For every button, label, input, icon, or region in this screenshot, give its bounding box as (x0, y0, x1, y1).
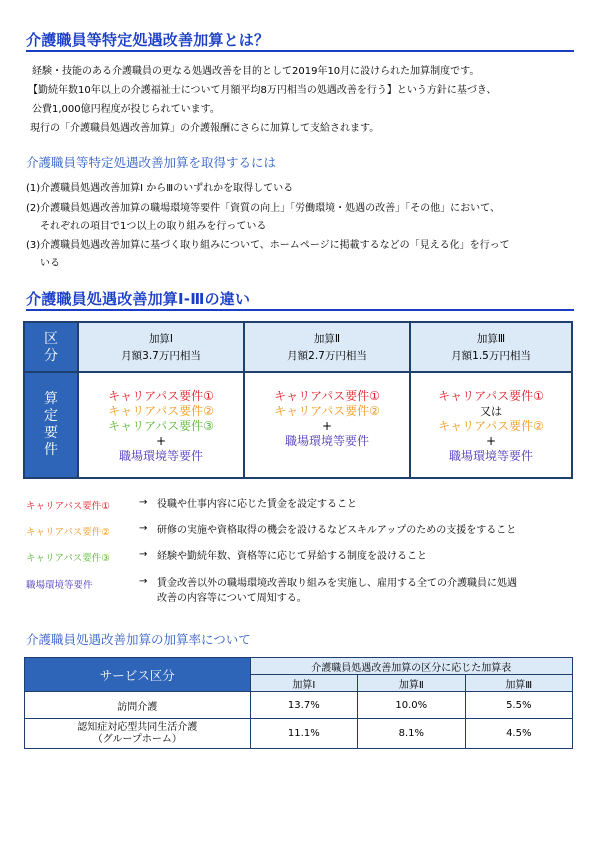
rate-value: 10.0% (358, 692, 465, 719)
legend-arrow-2: → (139, 523, 148, 534)
rate-value: 11.1% (250, 719, 357, 749)
table-row (25, 719, 573, 749)
intro-line-2: 【勤続年数10年以上の介護福祉士について月額平均8万円相当の処遇改善を行う】という方針に基づき、 (28, 85, 497, 96)
acquire-item-2a: (2)介護職員処遇改善加算の職場環境等要件「資質の向上」「労働環境・処遇の改善」「その他」において、 (26, 203, 500, 214)
kasan-3-requirements: キャリアパス要件① 又は キャリアパス要件② + 職場環境等要件 (438, 389, 544, 463)
rate-col-1: 加算Ⅰ (250, 675, 357, 692)
legend-name-4: 職場環境等要件 (26, 580, 93, 591)
col-kasan-1: 加算Ⅰ 月額3.7万円相当 (121, 333, 201, 362)
legend-desc-3: 経験や勤続年数、資格等に応じて昇給する制度を設けること (157, 551, 427, 562)
rate-value: 5.5% (465, 692, 572, 719)
acquire-item-3b: いる (40, 258, 60, 269)
legend-desc-2: 研修の実施や資格取得の機会を設けるなどスキルアップのための支援をすること (157, 525, 517, 536)
legend-name-3: キャリアパス要件③ (26, 553, 110, 564)
col-kasan-3: 加算Ⅲ 月額1.5万円相当 (451, 333, 531, 362)
rate-value: 4.5% (465, 719, 572, 749)
legend-arrow-3: → (139, 549, 148, 560)
rate-value: 8.1% (358, 719, 465, 749)
kasan-2-requirements: キャリアパス要件① キャリアパス要件② + 職場環境等要件 (274, 389, 380, 448)
kasan-1-requirements: キャリアパス要件① キャリアパス要件② キャリアパス要件③ + 職場環境等要件 (108, 389, 214, 463)
intro-line-3: 公費1,000億円程度が投じられています。 (32, 104, 220, 115)
service-name: 認知症対応型共同生活介護 （グループホーム） (25, 719, 251, 749)
diff-title: 介護職員処遇改善加算Ⅰ-Ⅲの違い (26, 290, 251, 308)
kubun-label: 区 分 (25, 323, 77, 373)
comparison-table (23, 321, 573, 479)
rate-heading: 介護職員処遇改善加算の加算率について (26, 632, 251, 647)
rate-col-3: 加算Ⅲ (465, 675, 572, 692)
service-name: 訪問介護 (25, 692, 251, 719)
legend-desc-4: 賃金改善以外の職場環境改善取り組みを実施し、雇用する全ての介護職員に処遇 改善の内容等について周知する。 (157, 578, 517, 604)
service-header: サービス区分 (25, 658, 251, 692)
rate-table (24, 657, 573, 749)
intro-line-1: 経験・技能のある介護職員の更なる処遇改善を目的として2019年10月に設けられた加算制度です。 (32, 66, 480, 77)
legend-name-2: キャリアパス要件② (26, 527, 110, 538)
page-title: 介護職員等特定処遇改善加算とは？ (26, 31, 270, 49)
acquire-item-2b: それぞれの項目で1つ以上の取り組みを行っている (40, 221, 267, 232)
acquire-item-1: (1)介護職員処遇改善加算Ⅰ からⅢのいずれかを取得している (26, 183, 294, 194)
table-row (25, 692, 573, 719)
title-underline (26, 50, 574, 52)
legend-name-1: キャリアパス要件① (26, 501, 110, 512)
legend-arrow-4: → (139, 576, 148, 587)
legend-arrow-1: → (139, 497, 148, 508)
intro-line-4: 現行の「介護職員処遇改善加算」の介護報酬にさらに加算して支給されます。 (30, 123, 380, 134)
legend-desc-1: 役職や仕事内容に応じた賃金を設定すること (157, 499, 357, 510)
rate-value: 13.7% (250, 692, 357, 719)
acquire-heading: 介護職員等特定処遇改善加算を取得するには (26, 155, 277, 170)
rate-table-title: 介護職員処遇改善加算の区分に応じた加算表 (250, 658, 572, 675)
col-kasan-2: 加算Ⅱ 月額2.7万円相当 (287, 333, 367, 362)
acquire-item-3a: (3)介護職員処遇改善加算に基づく取り組みについて、ホームページに掲載するなどの「見える化」を行って (26, 240, 510, 251)
santei-label: 算 定 要 件 (25, 373, 77, 477)
rate-col-2: 加算Ⅱ (358, 675, 465, 692)
diff-title-underline (26, 309, 574, 311)
